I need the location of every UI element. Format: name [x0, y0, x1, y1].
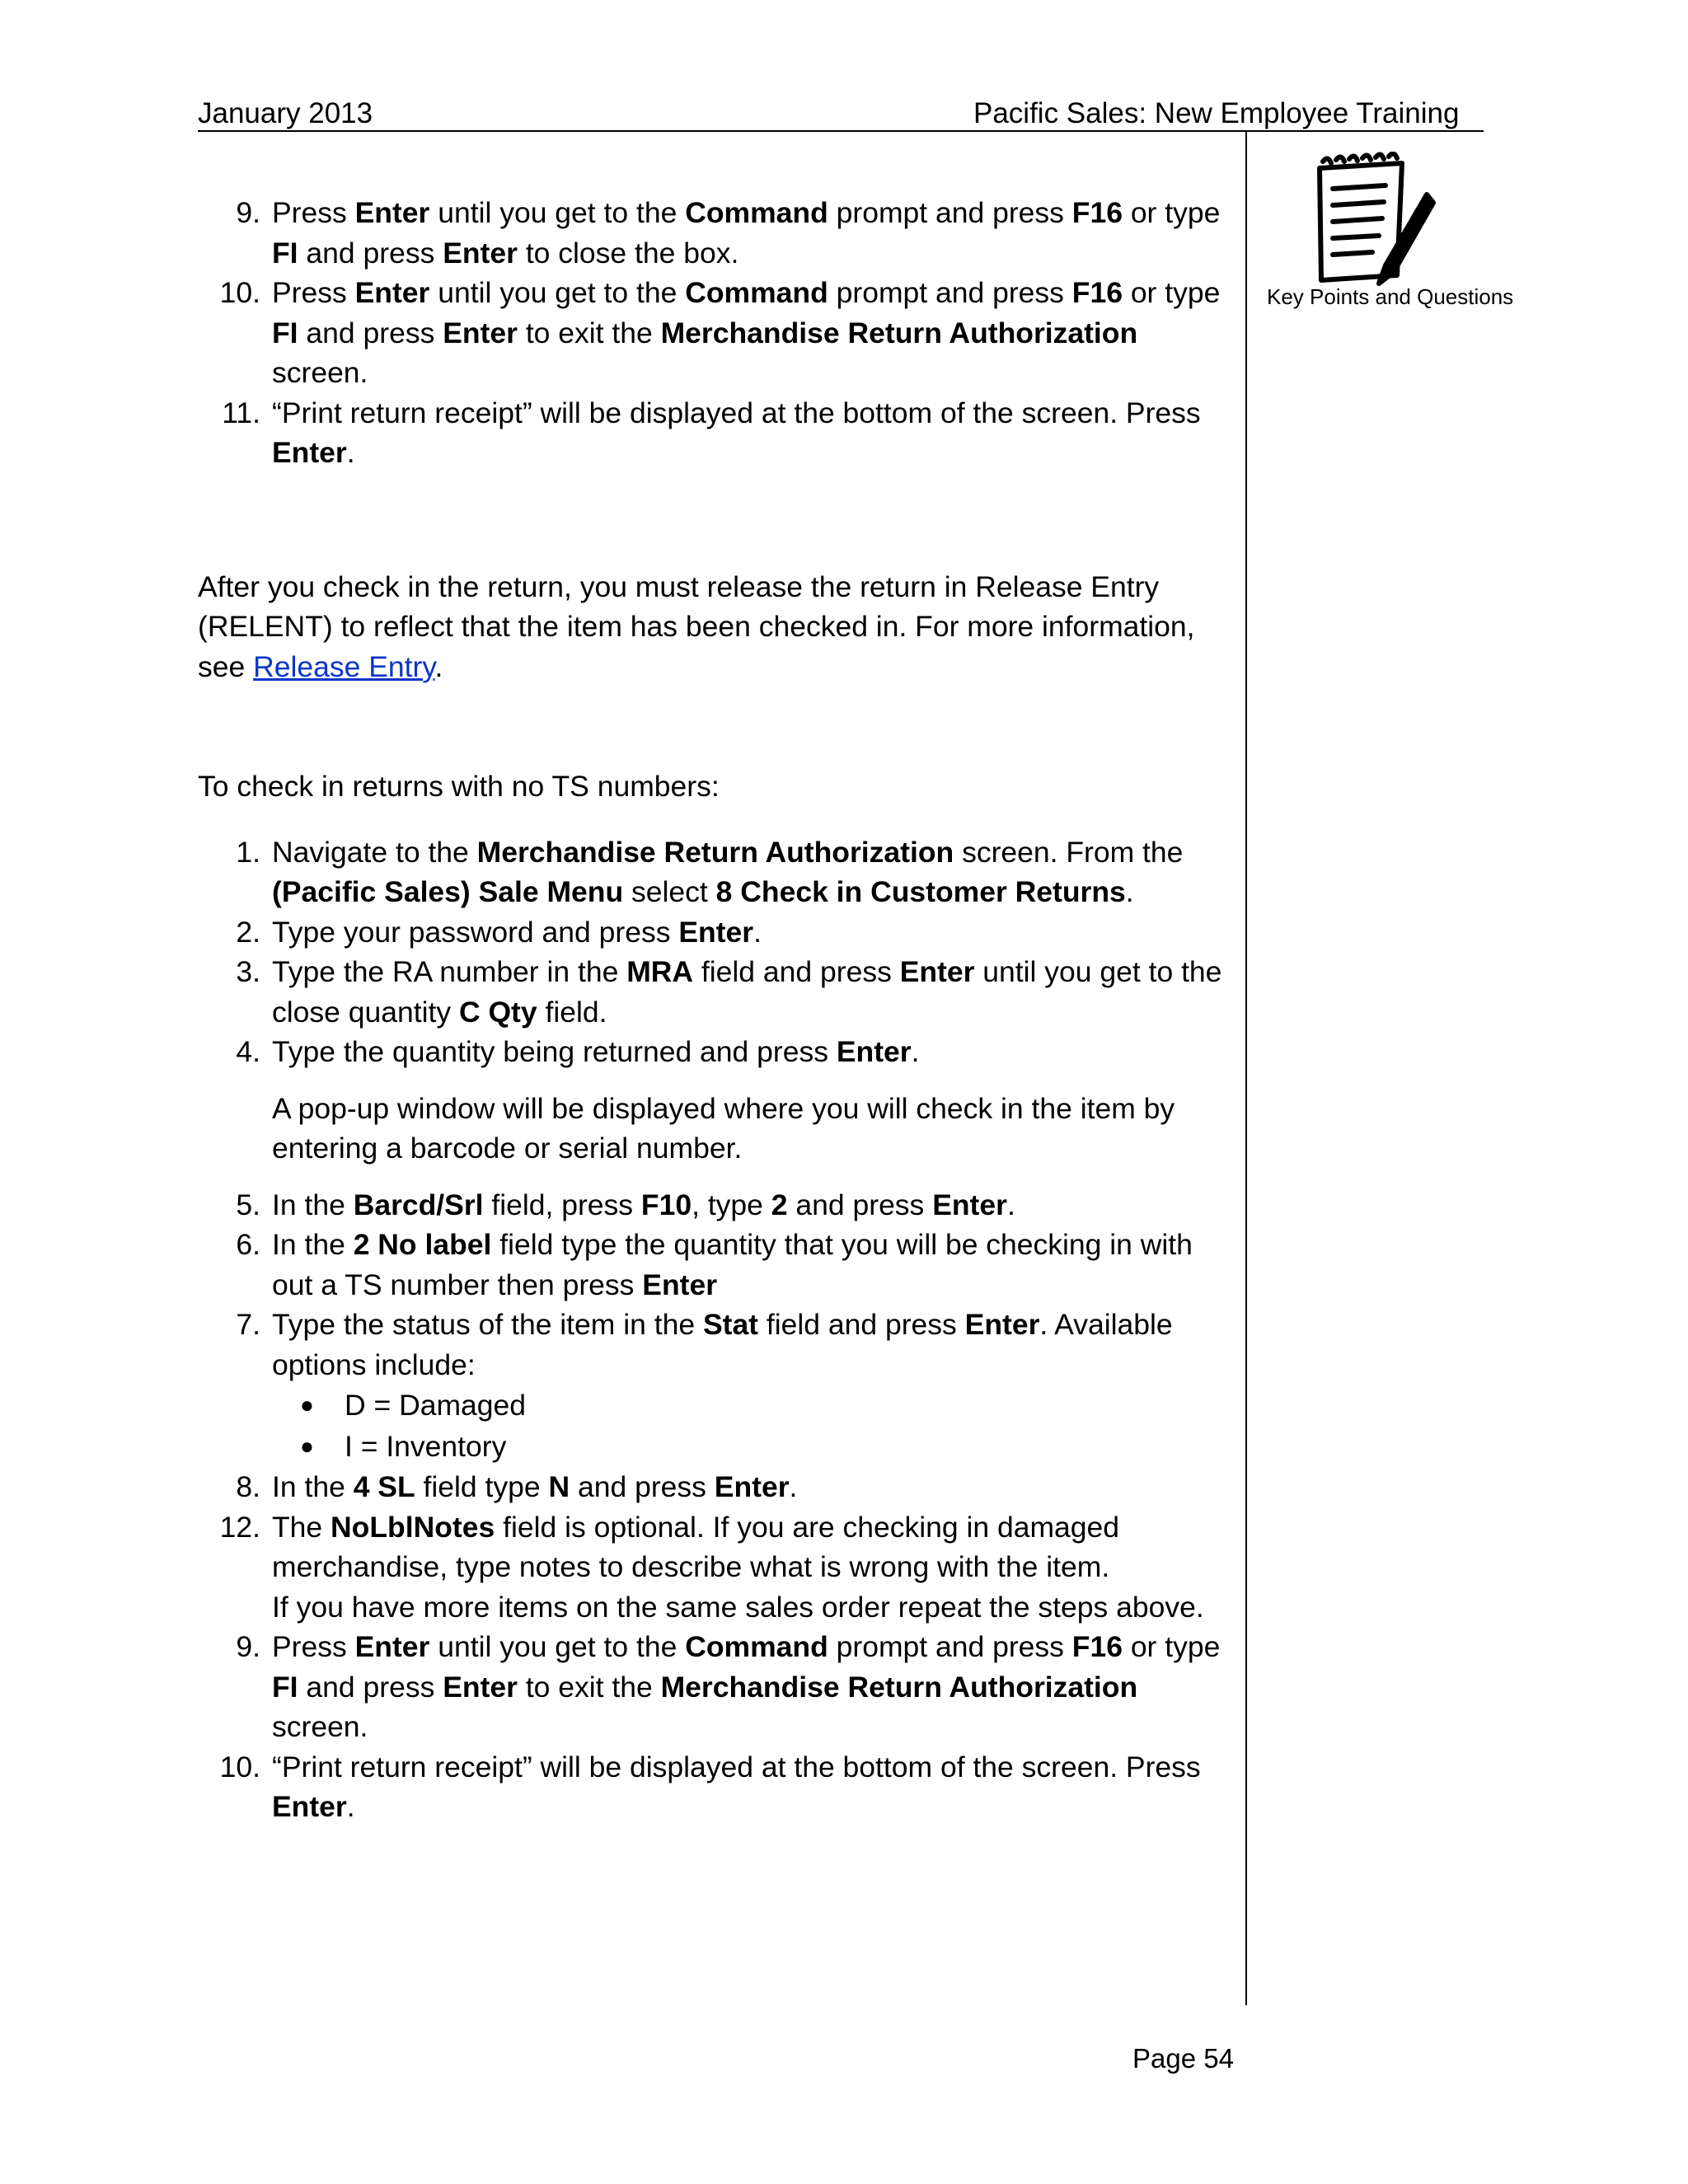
header-title: Pacific Sales: New Employee Training — [973, 97, 1460, 129]
page-number: Page 54 — [1132, 2043, 1234, 2074]
list-item: 11. “Print return receipt” will be displayed at the bottom of the screen. Press Enter. — [198, 393, 1238, 473]
step-list-close — [198, 193, 1238, 473]
list-item: 10. Press Enter until you get to the Command prompt and press F16 or type FI and press Enter to exit the Merchandise Return Authorization screen. — [198, 273, 1238, 393]
list-item: 9. Press Enter until you get to the Command prompt and press F16 or type FI and press Enter to close the box. — [198, 193, 1238, 273]
list-item: 10. “Print return receipt” will be displayed at the bottom of the screen. Press Enter. — [219, 1750, 1201, 1823]
step-text: Press Enter until you get to the Command prompt and press F16 or type FI and press Enter to exit the Merchandise Return Authorization screen. — [272, 276, 1221, 389]
list-item: 7. Type the status of the item in the Stat field and press Enter. Available options include: — [236, 1308, 1173, 1381]
list-item: 8. In the 4 SL field type N and press Enter. — [236, 1470, 798, 1503]
status-option: ● D = Damaged — [300, 1389, 527, 1422]
list-item: 5. In the Barcd/Srl field, press F10, type 2 and press Enter. — [236, 1188, 1015, 1221]
list-item: 3. Type the RA number in the MRA field and press Enter until you get to the close quantity C Qty field. — [236, 955, 1222, 1029]
list-item: 6. In the 2 No label field type the quantity that you will be checking in with out a TS number then press Enter — [236, 1228, 1193, 1301]
release-entry-link[interactable]: Release Entry — [253, 649, 435, 683]
list-item: 2. Type your password and press Enter. — [236, 915, 762, 949]
notepad-pen-icon — [1305, 152, 1437, 292]
step-text: Press Enter until you get to the Command prompt and press F16 or type FI and press Enter to close the box. — [272, 196, 1221, 269]
step-text: “Print return receipt” will be displayed at the bottom of the screen. Press Enter. — [272, 396, 1201, 469]
header-rule — [198, 130, 1484, 132]
document-body — [198, 193, 1238, 1827]
step-list-no-ts — [198, 832, 1238, 1827]
list-item: 1. Navigate to the Merchandise Return Authorization screen. From the (Pacific Sales) Sale Menu select 8 Check in Customer Returns. — [236, 835, 1184, 908]
popup-note: A pop-up window will be displayed where you will check in the item by entering a barcode or serial number. — [272, 1091, 1175, 1165]
list-item: 12. The NoLblNotes field is optional. If you are checking in damaged merchandise, type notes to describe what is wrong with the item. If you have more items on the same sales order repeat the steps above. — [219, 1510, 1204, 1624]
key-points-label: Key Points and Questions — [1267, 284, 1514, 309]
list-item: 9. Press Enter until you get to the Command prompt and press F16 or type FI and press Enter to exit the Merchandise Return Authorization screen. — [236, 1630, 1221, 1743]
section-intro: To check in returns with no TS numbers: — [198, 770, 720, 803]
status-option: ● I = Inventory — [300, 1430, 507, 1463]
sidebar-divider — [1245, 131, 1247, 2005]
list-item: 4. Type the quantity being returned and press Enter. — [236, 1035, 920, 1068]
repeat-note: If you have more items on the same sales order repeat the steps above. — [272, 1590, 1204, 1624]
header-date: January 2013 — [198, 97, 373, 129]
release-note: After you check in the return, you must release the return in Release Entry (RELENT) to reflect that the item has been checked in. For more information, see Release Entry. — [198, 569, 1195, 683]
